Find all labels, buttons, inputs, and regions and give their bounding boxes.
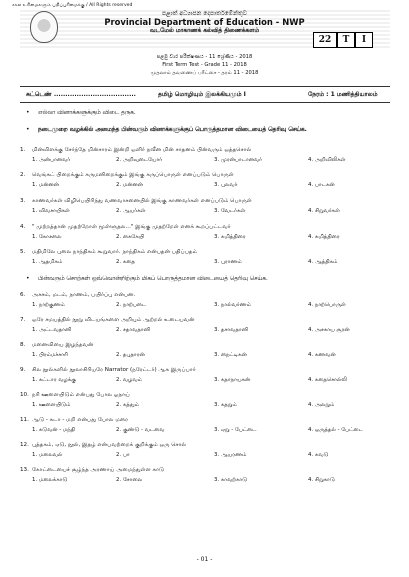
question-text: சில நூல்களில் நூலாசிரியரே Narrator (நரேட்டர்) ஆக இருப்பார் — [32, 367, 196, 373]
question-1 — [20, 147, 251, 154]
option-1[interactable]: 1. மலைவல் — [32, 452, 63, 458]
question-number: 7. — [20, 317, 26, 323]
paper-code-grade: 22 — [313, 32, 337, 48]
index-number-field: சுட்டெண் .................................... — [26, 91, 136, 98]
question-8 — [20, 342, 93, 349]
option-2[interactable]: 2. நாற்படை — [116, 302, 147, 308]
question-number: 2. — [20, 172, 26, 178]
option-1[interactable]: 1. விவசாயிகள் — [32, 208, 70, 214]
question-2 — [20, 172, 234, 179]
option-3[interactable]: 3. கதாநாயகன் — [214, 377, 251, 383]
question-5 — [20, 249, 197, 256]
option-3[interactable]: 3. நால்வர்ணம் — [214, 302, 251, 308]
option-2[interactable]: 2. பா — [116, 452, 130, 458]
exam-title-sinhala: පළමු වාර පරීක්ෂණය - 11 ශ්‍රේණිය - 2018 — [156, 54, 253, 60]
option-4[interactable]: 4. கணவன் — [308, 352, 336, 358]
option-2[interactable]: 2. குண்டு - வடவை — [116, 427, 165, 433]
option-3[interactable]: 3. ஆயரணம் — [214, 452, 247, 458]
bullet-icon: • — [26, 109, 30, 116]
option-1[interactable]: 1. பிரம்மச்சாரி — [32, 352, 68, 358]
option-3[interactable]: 3. சுமித்திரை — [214, 234, 246, 240]
option-2[interactable]: 2. அறிவுடையோர் — [116, 157, 163, 163]
option-3[interactable]: 3. வேடர்கள் — [214, 208, 246, 214]
question-text: நரி ஊளையிடும் என்பது போல ஓநாய் — [32, 392, 130, 398]
option-4[interactable]: 4. சிறுகாடு — [308, 477, 335, 483]
question-text: அசசம், மடம், நாணம், பயிர்ப்பு என்பன. — [32, 292, 136, 298]
dept-name-tamil: வடமேல் மாகாணக் கல்வித் திணைக்களம் — [149, 28, 260, 34]
question-number: 13. — [20, 467, 29, 473]
question-text: மனைவியை இழந்தவன் — [32, 342, 94, 348]
question-9-options — [0, 377, 409, 385]
option-4[interactable]: 4. நாற்பொருள் — [308, 302, 346, 308]
option-3[interactable]: 3. நைட்டிகன் — [214, 352, 247, 358]
option-2[interactable]: 2. மன்னன் — [116, 182, 143, 188]
question-number: 11. — [20, 417, 29, 423]
question-9 — [20, 367, 196, 374]
dept-name-sinhala: පළාත් අධ්‍යාපන දෙපාර්තමේන්තුව — [161, 10, 248, 17]
option-1[interactable]: 1. ஆதமிகம் — [32, 259, 63, 265]
question-number: 8. — [20, 342, 26, 348]
option-1[interactable]: 1. ஊளையிடும் — [32, 402, 71, 408]
option-4[interactable]: 4. கதைசொல்லி — [308, 377, 347, 383]
bullet-icon: • — [26, 126, 30, 133]
divider-top — [20, 86, 390, 87]
option-3[interactable]: 3. ஏறு - பேட்டை — [214, 427, 257, 433]
option-4[interactable]: 4. ஆத்திகம் — [308, 259, 338, 265]
question-6 — [20, 292, 135, 299]
question-3 — [20, 198, 252, 205]
option-4[interactable]: 4. அறிவிலிகள் — [308, 157, 346, 163]
option-2[interactable]: 2. வழவம் — [116, 377, 142, 383]
option-4[interactable]: 4. ஒருத்தல் - பேட்டை — [308, 427, 363, 433]
question-12-options — [0, 452, 409, 460]
option-2[interactable]: 2. கைகேயி — [116, 234, 145, 240]
question-1-options — [0, 157, 409, 165]
question-13 — [20, 467, 164, 474]
question-text: ஆடு - கடா - மறி என்பது போல மரை — [32, 417, 129, 423]
dept-name-english: Provincial Department of Education - NWP — [104, 17, 305, 27]
question-number: 4. — [20, 224, 26, 230]
option-2[interactable]: 2. ஆயர்கள் — [116, 208, 146, 214]
question-text: மின்விளக்கு சேர்ந்தே மின்சாரம் இன்றி ஒளிர் நவீன மின் சாதனம் பின்வரும் ஒத்தசொல் — [32, 147, 252, 153]
question-text: காணவர்கள் விழிபெயிரிந்து வணவாசனையில் இங்கு காணவர்கள் எனப்படும் பொருள் — [32, 198, 252, 204]
question-7 — [20, 317, 195, 324]
bullet-icon: • — [26, 275, 30, 282]
question-3-options — [0, 208, 409, 216]
option-1[interactable]: 1. மன்னன் — [32, 182, 59, 188]
section-1-title: நடைமுறை வழக்கில் அமைந்த பின்வரும் வினாக்களுக்குப் பொருத்தமான விடையைத் தெரிவு செய்க. — [38, 127, 307, 133]
exam-title-english: First Term Test - Grade 11 - 2018 — [162, 62, 247, 68]
option-2[interactable]: 2. சோலை — [116, 477, 143, 483]
question-4-options — [0, 234, 409, 242]
paper-code-subject: T — [337, 32, 355, 48]
question-number: 10. — [20, 392, 29, 398]
subject-name: தமிழ் மொழியும் இலக்கியமும் I — [158, 91, 246, 98]
question-text: புத்தகம், ஏடு, நூல், இதழ் என்பவற்றைக் குறிக்கும் ஒரு சொல் — [32, 442, 187, 448]
option-1[interactable]: 1. கடுவன் - மந்தி — [32, 427, 76, 433]
option-4[interactable]: 4. சுவடு — [308, 452, 329, 458]
page-number: - 01 - — [196, 556, 213, 563]
option-4[interactable]: 4. சுமித்திரை — [308, 234, 340, 240]
question-11-options — [0, 427, 409, 435]
option-2[interactable]: 2. சதாவதானி — [116, 327, 151, 333]
question-text: வெங்கட் பிறைக்கும் கருமனிறைக்கும் இங்கு கருப்பொருள் எனப்படும் பொருள் — [32, 172, 234, 178]
option-1[interactable]: 1. மலைக்காடு — [32, 477, 68, 483]
option-1[interactable]: 1. நாற்குணம் — [32, 302, 65, 308]
paper-code-part: I — [355, 32, 373, 48]
question-12 — [20, 442, 186, 449]
question-number: 12. — [20, 442, 29, 448]
section-2-title: பின்வரும் சொற்கள் ஒவ்வொன்றிற்கும் மிகப் பொருத்தமான விடையைத் தெரிவு செய்க. — [38, 276, 268, 282]
option-2[interactable]: 2. தபுதாரன் — [116, 352, 145, 358]
option-1[interactable]: 1. அட்டவதானி — [32, 327, 72, 333]
question-4 — [20, 224, 231, 231]
option-3[interactable]: 3. கதறும் — [214, 402, 237, 408]
question-11 — [20, 417, 128, 424]
question-6-options — [0, 302, 409, 310]
option-1[interactable]: 1. கட்டார வழக்கு — [32, 377, 76, 383]
option-3[interactable]: 3. காவற்காடு — [214, 477, 248, 483]
question-text: ஒரே சமயத்தில் நூறு விடயங்களை அறியும் ஆற்றல் உடையவன் — [32, 317, 195, 323]
question-number: 5. — [20, 249, 26, 255]
option-4[interactable]: 4. சிறுவர்கள் — [308, 208, 340, 214]
option-2[interactable]: 2. கதை — [116, 259, 135, 265]
time-allowed: நேரம் : 1 மணித்தியாலம் — [308, 91, 378, 98]
question-number: 3. — [20, 198, 26, 204]
question-text: கோட்டையைச் சூழ்ந்த அரணாய் அமைந்துள்ள காடு — [32, 467, 165, 473]
question-10 — [20, 392, 130, 399]
question-text: மதிமிலே புலை நாந்திகம் கூறுவார். நாந்திகம் என்பதன் பதிப்பதம் — [32, 249, 197, 255]
option-4[interactable]: 4. பாடகன் — [308, 182, 335, 188]
general-instruction: எல்லா வினாக்களுக்கும் விடை தருக. — [38, 110, 136, 116]
question-7-options — [0, 327, 409, 335]
option-3[interactable]: 3. முரன்பாடானவர் — [214, 157, 262, 163]
question-number: 6. — [20, 292, 26, 298]
option-3[interactable]: 3. புலவர் — [214, 182, 238, 188]
question-5-options — [0, 259, 409, 267]
option-4[interactable]: 4. அலறும் — [308, 402, 335, 408]
option-2[interactable]: 2. கத்தும் — [116, 402, 139, 408]
question-2-options — [0, 182, 409, 190]
option-3[interactable]: 3. புராணம் — [214, 259, 242, 265]
exam-title-tamil: முதலாம் தவணைப் பரீட்சை - தரம் 11 - 2018 — [150, 70, 259, 76]
option-1[interactable]: 1. அன்பானவர் — [32, 157, 71, 163]
question-13-options — [0, 477, 409, 485]
question-number: 9. — [20, 367, 26, 373]
option-1[interactable]: 1. கோசலை — [32, 234, 62, 240]
question-8-options — [0, 352, 409, 360]
divider-bottom — [20, 102, 390, 103]
question-text: " முற்றத்தான் முதற்றோள் மூள்ளுதல..." இங்கு முதற்றேள் எனக் கூறப்பட்டவர் — [32, 224, 231, 230]
option-3[interactable]: 3. தசாவதானி — [214, 327, 249, 333]
copyright-notice: சகல உரிமைகளும் பதிப்புரிமைக்கு / All Rights reserved — [12, 3, 133, 8]
option-4[interactable]: 4. அசகாய சூரன் — [308, 327, 350, 333]
question-number: 1. — [20, 147, 26, 153]
question-10-options — [0, 402, 409, 410]
